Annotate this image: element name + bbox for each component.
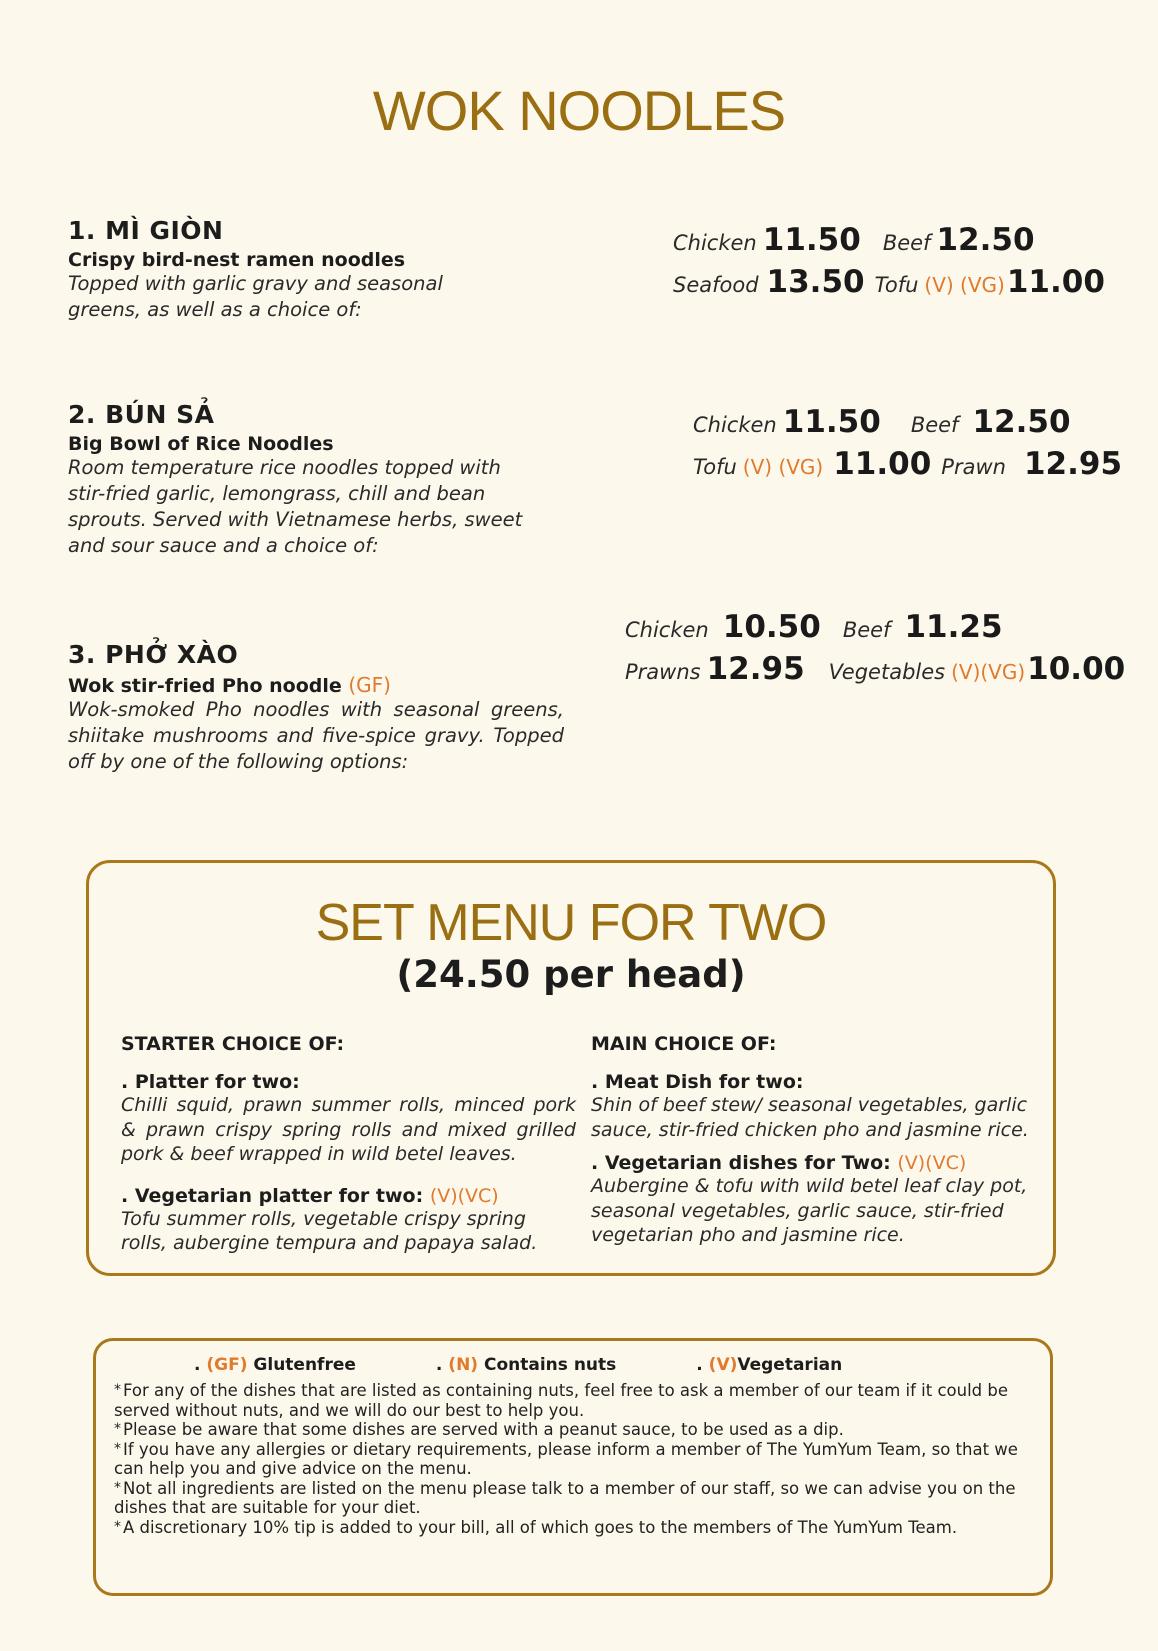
price-row: [625, 651, 1125, 693]
note-item: * If you have any allergies or dietary requirements, please inform a member of The YumYum Team, so that we can help you and give advice on the menu.: [114, 1439, 1018, 1478]
set-menu-title: SET MENU FOR TWO: [315, 894, 827, 952]
price-value: 11.00: [833, 446, 932, 482]
price-label: Vegetables: [828, 660, 946, 684]
dish-1: [68, 216, 588, 323]
price-label: Chicken: [693, 413, 777, 437]
dish-2-prices: [693, 404, 1122, 488]
option-title: . Vegetarian dishes for Two: (V)(VC): [591, 1152, 967, 1174]
option-title: . Meat Dish for two:: [591, 1071, 804, 1093]
note-item: * For any of the dishes that are listed as containing nuts, feel free to ask a member of our team if it could be served without nuts, and we will do our best to help you.: [114, 1381, 1009, 1420]
option-description: Shin of beef stew/ seasonal vegetables, garlic sauce, stir-fried chicken pho and jasmine rice.: [591, 1094, 1029, 1141]
price-row: [673, 222, 1105, 264]
price-label: Beef: [842, 618, 891, 642]
dietary-tag: (V) (VG): [742, 455, 824, 479]
dish-subtitle: Big Bowl of Rice Noodles: [68, 433, 334, 455]
price-row: [673, 264, 1105, 306]
price-value: 11.00: [1006, 264, 1105, 300]
starter-heading: STARTER CHOICE OF:: [121, 1033, 345, 1055]
dietary-tag: (V) (VG): [924, 273, 1005, 297]
price-value: 12.50: [972, 404, 1071, 440]
price-label: Beef: [882, 231, 931, 255]
note-item: * Please be aware that some dishes are served with a peanut sauce, to be used as a dip.: [114, 1420, 844, 1439]
price-value: 13.50: [766, 264, 865, 300]
set-menu-price: (24.50 per head): [396, 953, 746, 996]
dish-subtitle: Wok stir-fried Pho noodle (GF): [68, 673, 391, 697]
page-title: WOK NOODLES: [372, 79, 786, 142]
dish-3: [68, 640, 588, 775]
legend-item-gf: . (GF) Glutenfree: [194, 1355, 356, 1375]
legend-item-v: . (V)Vegetarian: [696, 1355, 843, 1375]
option-description: Chilli squid, prawn summer rolls, minced pork & prawn crispy spring rolls and mixed grilled pork & beef wrapped in wild betel leaves.: [121, 1094, 576, 1165]
dish-subtitle: Crispy bird-nest ramen noodles: [68, 249, 406, 271]
notes-list: [114, 1381, 1028, 1537]
note-item: * Not all ingredients are listed on the menu please talk to a member of our staff, so we can advise you on the dishes that are suitable for your diet.: [114, 1478, 1016, 1517]
main-heading: MAIN CHOICE OF:: [591, 1033, 777, 1055]
price-value: 11.25: [904, 609, 1003, 645]
price-value: 12.50: [936, 222, 1035, 258]
price-label: Beef: [910, 413, 959, 437]
price-value: 11.50: [782, 404, 881, 440]
dish-description: Room temperature rice noodles topped with stir-fried garlic, lemongrass, chill and bean sprouts. Served with Vietnamese herbs, sweet and sour sauce and a choice of:: [68, 456, 523, 557]
dietary-tag: (V)(VC): [897, 1152, 967, 1174]
legend-item-n: . (N) Contains nuts: [435, 1355, 617, 1375]
option-description: Aubergine & tofu with wild betel leaf clay pot, seasonal vegetables, garlic sauce, stir-fried vegetarian pho and jasmine rice.: [591, 1175, 1028, 1246]
dish-3-prices: [625, 609, 1125, 693]
dietary-tag: (GF): [348, 673, 391, 697]
price-label: Tofu: [874, 273, 919, 297]
set-menu-box: [86, 860, 1056, 1276]
dish-description: Topped with garlic gravy and seasonal greens, as well as a choice of:: [68, 272, 443, 321]
starter-column: [121, 1033, 576, 1266]
option-title: . Vegetarian platter for two: (V)(VC): [121, 1184, 499, 1207]
price-label: Tofu: [693, 455, 737, 479]
price-label: Chicken: [673, 231, 757, 255]
price-label: Chicken: [625, 618, 709, 642]
dietary-tag: (V)(VG): [951, 660, 1026, 684]
price-row: [693, 446, 1122, 488]
dish-name: 2. BÚN SẢ: [68, 400, 215, 429]
price-value: 10.50: [722, 609, 821, 645]
info-box: [93, 1338, 1053, 1596]
dietary-tag: (V)(VC): [429, 1184, 499, 1207]
price-label: Prawns: [625, 660, 701, 684]
option-title: . Platter for two:: [121, 1071, 300, 1093]
dietary-legend: [194, 1355, 1028, 1375]
price-row: [693, 404, 1122, 446]
main-column: [591, 1033, 1041, 1258]
dish-2: [68, 400, 588, 559]
price-row: [625, 609, 1125, 651]
price-label: Seafood: [673, 273, 759, 297]
option-description: Tofu summer rolls, vegetable crispy spring rolls, aubergine tempura and papaya salad.: [121, 1207, 538, 1254]
dish-name: 3. PHỞ XÀO: [68, 640, 239, 669]
price-value: 12.95: [1023, 446, 1123, 482]
dish-1-prices: [673, 222, 1105, 306]
dish-name: 1. MÌ GIÒN: [68, 216, 224, 245]
price-value: 10.00: [1027, 651, 1126, 687]
dish-description: Wok-smoked Pho noodles with seasonal greens, shiitake mushrooms and five-spice gravy. Topped off by one of the following options:: [68, 698, 564, 773]
note-item: * A discretionary 10% tip is added to your bill, all of which goes to the members of The YumYum Team.: [114, 1517, 958, 1537]
price-label: Prawn: [941, 455, 1006, 479]
price-value: 12.95: [706, 651, 805, 687]
price-value: 11.50: [762, 222, 861, 258]
